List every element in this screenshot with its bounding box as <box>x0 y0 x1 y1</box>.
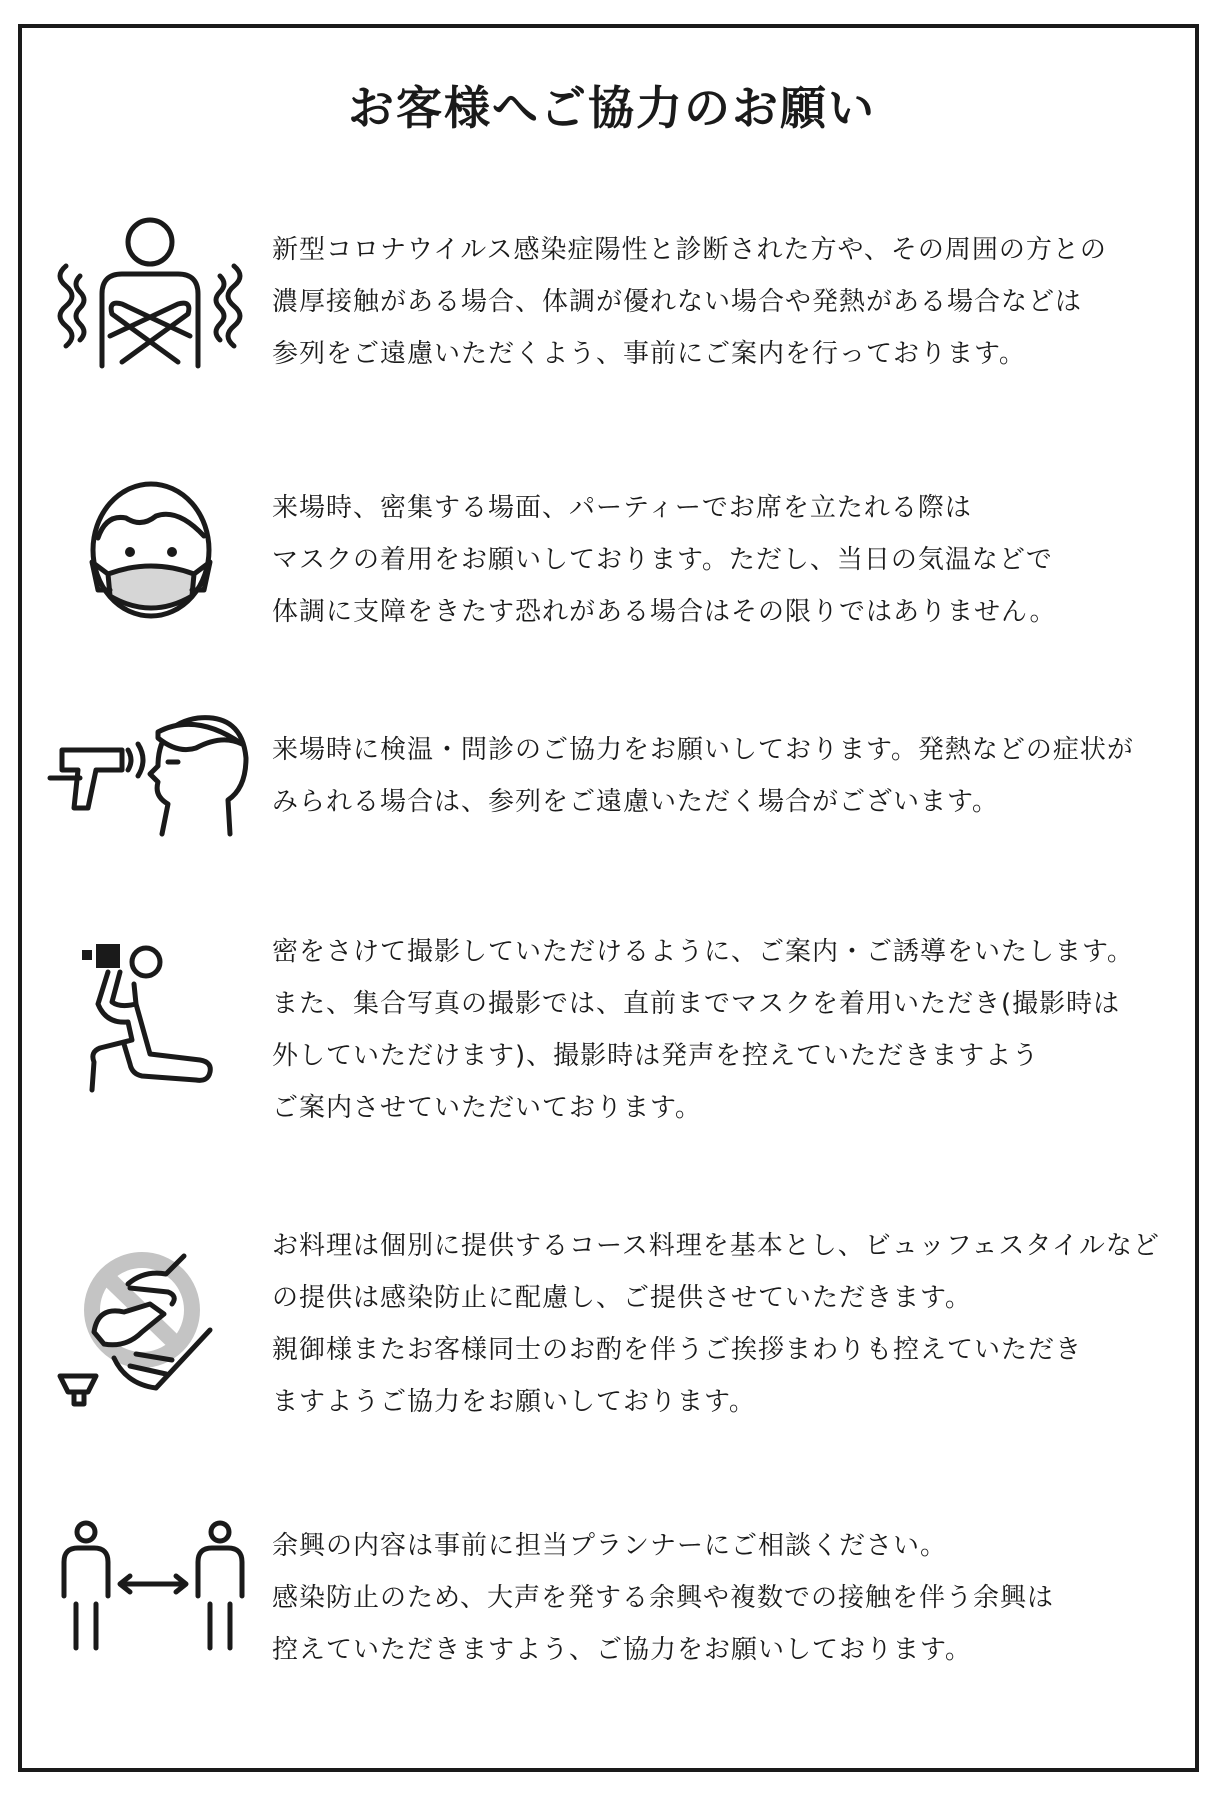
notice-text <box>272 1220 1172 1428</box>
notice-line: 濃厚接触がある場合、体調が優れない場合や発熱がある場合などは <box>272 287 1083 317</box>
notice-line: お料理は個別に提供するコース料理を基本とし、ビュッフェスタイルなど <box>272 1231 1160 1261</box>
notice-text <box>272 926 1172 1134</box>
social-distance-icon <box>58 1520 248 1660</box>
notice-line: 新型コロナウイルス感染症陽性と診断された方や、その周囲の方との <box>272 235 1107 265</box>
notice-line: 控えていただきますよう、ご協力をお願いしております。 <box>272 1635 972 1665</box>
notice-line: 体調に支障をきたす恐れがある場合はその限りではありません。 <box>272 597 1057 627</box>
notice-line: 来場時、密集する場面、パーティーでお席を立たれる際は <box>272 493 972 523</box>
notice-line: 外していただけます)、撮影時は発声を控えていただきますよう <box>272 1041 1040 1071</box>
notice-line: みられる場合は、参列をご遠慮いただく場合がございます。 <box>272 787 999 817</box>
masked-face-icon <box>86 478 216 628</box>
photographer-icon <box>80 944 220 1094</box>
notice-line: ご案内させていただいております。 <box>272 1093 702 1123</box>
notice-line: の提供は感染防止に配慮し、ご提供させていただきます。 <box>272 1283 972 1313</box>
notice-line: マスクの着用をお願いしております。ただし、当日の気温などで <box>272 545 1053 575</box>
notice-line: 参列をご遠慮いただくよう、事前にご案内を行っております。 <box>272 339 1026 369</box>
no-pouring-drink-icon <box>54 1248 254 1408</box>
notice-line: ますようご協力をお願いしております。 <box>272 1387 756 1417</box>
notice-line: 密をさけて撮影していただけるように、ご案内・ご誘導をいたします。 <box>272 937 1134 967</box>
notice-text <box>272 724 1172 828</box>
notice-line: 親御様またお客様同士のお酌を伴うご挨拶まわりも控えていただき <box>272 1335 1083 1365</box>
notice-line: 余興の内容は事前に担当プランナーにご相談ください。 <box>272 1531 948 1561</box>
notice-text <box>272 224 1172 380</box>
page-title: お客様へご協力のお願い <box>348 81 876 135</box>
notice-line: 感染防止のため、大声を発する余興や複数での接触を伴う余興は <box>272 1583 1054 1613</box>
notice-text <box>272 1520 1172 1676</box>
thermometer-check-icon <box>46 708 256 838</box>
notice-text <box>272 482 1172 638</box>
crossed-arms-person-icon <box>50 216 250 376</box>
notice-line: 来場時に検温・問診のご協力をお願いしております。発熱などの症状が <box>272 735 1134 765</box>
notice-line: また、集合写真の撮影では、直前までマスクを着用いただき(撮影時は <box>272 989 1121 1019</box>
